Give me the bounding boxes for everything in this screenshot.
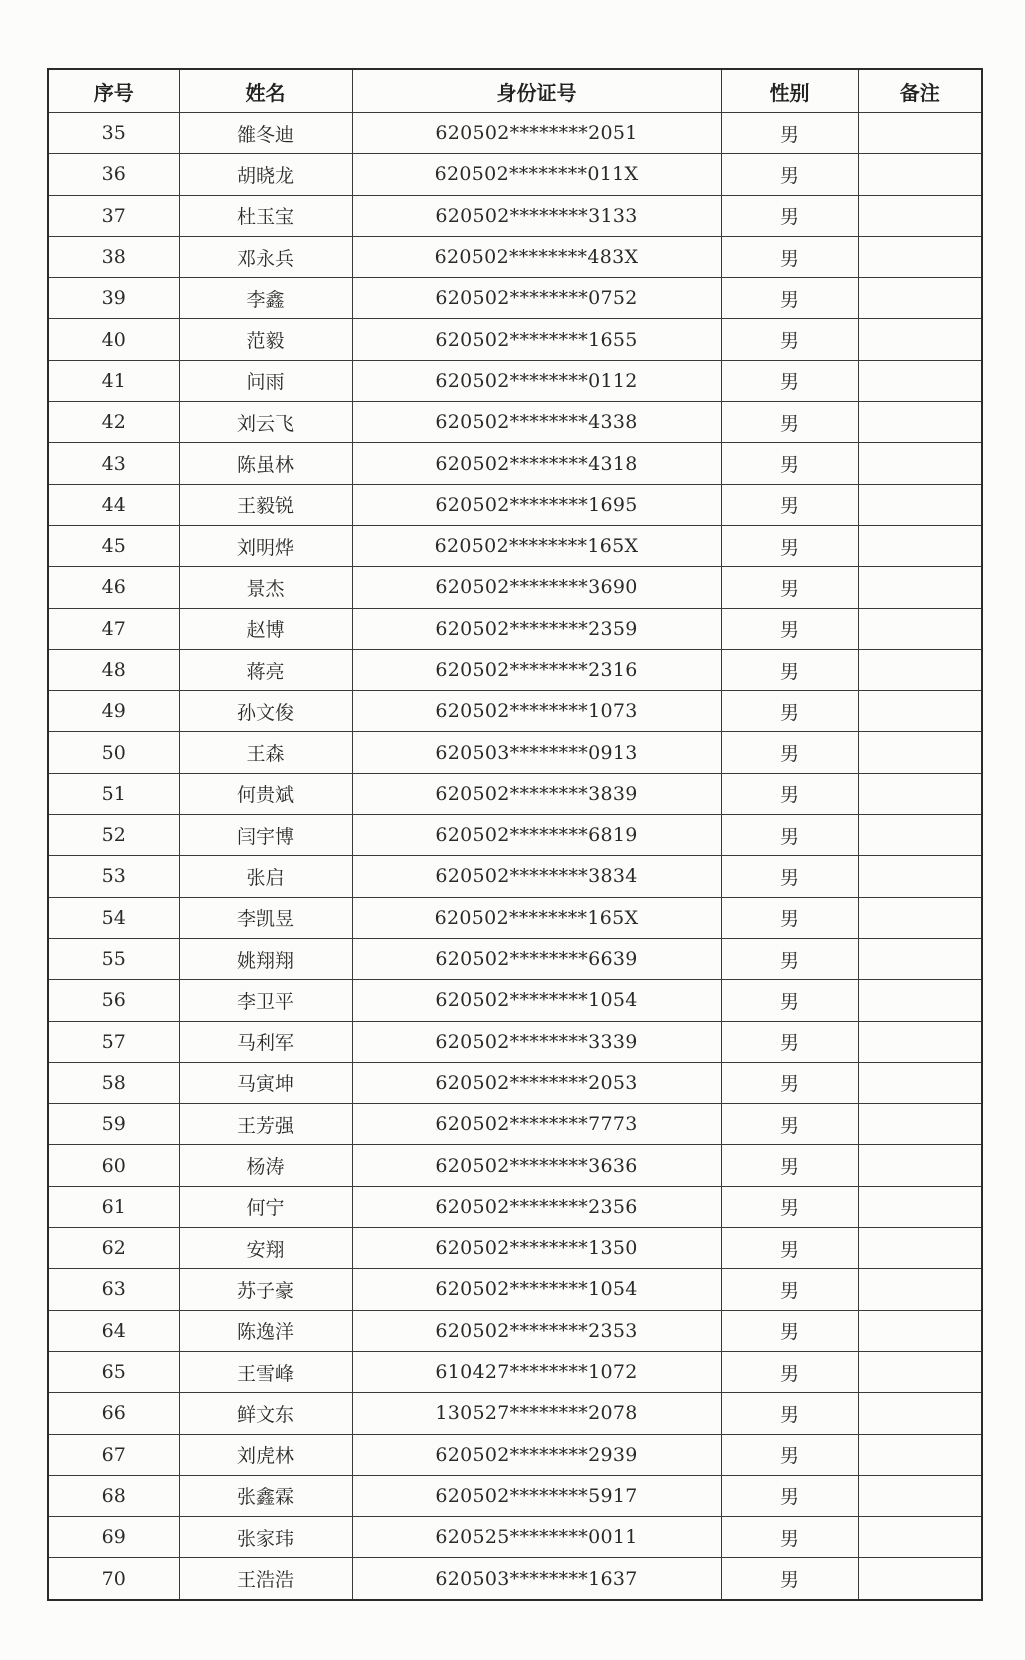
cell-remark [858,897,982,938]
cell-gender: 男 [721,608,858,649]
header-id-number: 身份证号 [352,69,721,113]
cell-seq: 49 [48,691,179,732]
table-row [48,1021,982,1062]
cell-remark [858,1434,982,1475]
cell-seq: 51 [48,773,179,814]
cell-id-number: 620502********0752 [352,278,721,319]
cell-id-number: 620502********3834 [352,856,721,897]
cell-seq: 50 [48,732,179,773]
table-row [48,525,982,566]
cell-name: 张家玮 [179,1517,352,1558]
cell-id-number: 620502********3690 [352,567,721,608]
cell-id-number: 620502********3339 [352,1021,721,1062]
cell-seq: 42 [48,402,179,443]
cell-name: 雒冬迪 [179,113,352,154]
table-row [48,649,982,690]
cell-seq: 60 [48,1145,179,1186]
cell-gender: 男 [721,1104,858,1145]
table-row [48,856,982,897]
table-row [48,319,982,360]
cell-seq: 44 [48,484,179,525]
cell-seq: 62 [48,1228,179,1269]
header-gender: 性别 [721,69,858,113]
cell-gender: 男 [721,1062,858,1103]
cell-id-number: 620502********2359 [352,608,721,649]
cell-seq: 48 [48,649,179,690]
cell-name: 安翔 [179,1228,352,1269]
cell-seq: 63 [48,1269,179,1310]
cell-seq: 36 [48,154,179,195]
cell-name: 李鑫 [179,278,352,319]
table-row [48,278,982,319]
cell-id-number: 620502********483X [352,236,721,277]
cell-gender: 男 [721,484,858,525]
table-row [48,1434,982,1475]
cell-seq: 39 [48,278,179,319]
cell-remark [858,1558,982,1600]
cell-id-number: 130527********2078 [352,1393,721,1434]
table-row [48,1558,982,1600]
cell-gender: 男 [721,980,858,1021]
table-row [48,980,982,1021]
cell-remark [858,1269,982,1310]
cell-remark [858,773,982,814]
cell-gender: 男 [721,525,858,566]
cell-gender: 男 [721,319,858,360]
cell-gender: 男 [721,938,858,979]
cell-id-number: 620502********1695 [352,484,721,525]
cell-id-number: 620502********1073 [352,691,721,732]
table-row [48,1393,982,1434]
cell-name: 景杰 [179,567,352,608]
table-row [48,154,982,195]
cell-id-number: 620503********0913 [352,732,721,773]
cell-remark [858,402,982,443]
cell-remark [858,649,982,690]
cell-seq: 66 [48,1393,179,1434]
cell-name: 王芳强 [179,1104,352,1145]
table-row [48,1145,982,1186]
table-row [48,1104,982,1145]
cell-id-number: 620502********4338 [352,402,721,443]
cell-gender: 男 [721,1475,858,1516]
cell-id-number: 620502********011X [352,154,721,195]
cell-seq: 68 [48,1475,179,1516]
table-row [48,1310,982,1351]
cell-remark [858,113,982,154]
table-row [48,195,982,236]
cell-name: 李卫平 [179,980,352,1021]
cell-id-number: 620502********1054 [352,980,721,1021]
cell-name: 何宁 [179,1186,352,1227]
cell-remark [858,815,982,856]
cell-name: 王森 [179,732,352,773]
cell-name: 鲜文东 [179,1393,352,1434]
cell-seq: 37 [48,195,179,236]
cell-gender: 男 [721,113,858,154]
cell-gender: 男 [721,691,858,732]
cell-gender: 男 [721,1228,858,1269]
cell-id-number: 620502********3133 [352,195,721,236]
cell-gender: 男 [721,1310,858,1351]
cell-seq: 55 [48,938,179,979]
cell-gender: 男 [721,278,858,319]
cell-seq: 45 [48,525,179,566]
cell-id-number: 620525********0011 [352,1517,721,1558]
cell-id-number: 620502********6819 [352,815,721,856]
cell-name: 刘虎林 [179,1434,352,1475]
cell-gender: 男 [721,897,858,938]
cell-remark [858,1186,982,1227]
cell-seq: 54 [48,897,179,938]
cell-id-number: 620502********3839 [352,773,721,814]
cell-seq: 46 [48,567,179,608]
cell-id-number: 620502********1054 [352,1269,721,1310]
cell-id-number: 620502********2353 [352,1310,721,1351]
table-row [48,773,982,814]
cell-id-number: 620502********4318 [352,443,721,484]
table-row [48,1062,982,1103]
cell-remark [858,980,982,1021]
table-row [48,1517,982,1558]
cell-name: 杜玉宝 [179,195,352,236]
cell-id-number: 620502********165X [352,525,721,566]
table-row [48,815,982,856]
cell-remark [858,1021,982,1062]
cell-name: 姚翔翔 [179,938,352,979]
cell-id-number: 610427********1072 [352,1351,721,1392]
cell-seq: 57 [48,1021,179,1062]
cell-gender: 男 [721,773,858,814]
cell-id-number: 620502********3636 [352,1145,721,1186]
roster-table [47,68,983,1601]
cell-remark [858,856,982,897]
table-row [48,1228,982,1269]
cell-name: 刘云飞 [179,402,352,443]
cell-remark [858,1104,982,1145]
cell-seq: 59 [48,1104,179,1145]
cell-gender: 男 [721,1434,858,1475]
cell-remark [858,195,982,236]
table-row [48,360,982,401]
cell-gender: 男 [721,815,858,856]
cell-name: 张鑫霖 [179,1475,352,1516]
cell-name: 闫宇博 [179,815,352,856]
cell-name: 赵博 [179,608,352,649]
table-row [48,608,982,649]
cell-seq: 65 [48,1351,179,1392]
table-row [48,402,982,443]
cell-name: 刘明烨 [179,525,352,566]
cell-seq: 47 [48,608,179,649]
cell-gender: 男 [721,443,858,484]
cell-remark [858,691,982,732]
cell-remark [858,732,982,773]
cell-gender: 男 [721,402,858,443]
cell-seq: 38 [48,236,179,277]
cell-remark [858,525,982,566]
cell-gender: 男 [721,360,858,401]
cell-name: 何贵斌 [179,773,352,814]
cell-name: 马寅坤 [179,1062,352,1103]
table-row [48,1475,982,1516]
table-row [48,938,982,979]
table-row [48,1269,982,1310]
cell-name: 王雪峰 [179,1351,352,1392]
cell-gender: 男 [721,1186,858,1227]
cell-seq: 52 [48,815,179,856]
cell-gender: 男 [721,1393,858,1434]
cell-id-number: 620502********0112 [352,360,721,401]
cell-gender: 男 [721,732,858,773]
cell-gender: 男 [721,856,858,897]
cell-seq: 40 [48,319,179,360]
cell-remark [858,938,982,979]
cell-seq: 69 [48,1517,179,1558]
table-row [48,897,982,938]
table-header-row [48,69,982,113]
cell-id-number: 620502********1350 [352,1228,721,1269]
cell-gender: 男 [721,1269,858,1310]
cell-seq: 70 [48,1558,179,1600]
cell-remark [858,1351,982,1392]
table-row [48,1351,982,1392]
cell-remark [858,484,982,525]
cell-gender: 男 [721,1517,858,1558]
table-row [48,113,982,154]
cell-id-number: 620502********2939 [352,1434,721,1475]
cell-name: 陈虽林 [179,443,352,484]
cell-name: 马利军 [179,1021,352,1062]
cell-gender: 男 [721,1558,858,1600]
cell-seq: 58 [48,1062,179,1103]
cell-gender: 男 [721,195,858,236]
cell-remark [858,1145,982,1186]
cell-gender: 男 [721,567,858,608]
cell-gender: 男 [721,649,858,690]
cell-id-number: 620503********1637 [352,1558,721,1600]
cell-name: 范毅 [179,319,352,360]
header-remark: 备注 [858,69,982,113]
cell-id-number: 620502********5917 [352,1475,721,1516]
cell-name: 苏子豪 [179,1269,352,1310]
cell-gender: 男 [721,1145,858,1186]
cell-name: 胡晓龙 [179,154,352,195]
cell-seq: 67 [48,1434,179,1475]
cell-remark [858,608,982,649]
cell-gender: 男 [721,1351,858,1392]
cell-remark [858,360,982,401]
cell-gender: 男 [721,236,858,277]
cell-id-number: 620502********2051 [352,113,721,154]
cell-seq: 61 [48,1186,179,1227]
cell-name: 李凯昱 [179,897,352,938]
table-row [48,484,982,525]
header-name: 姓名 [179,69,352,113]
cell-remark [858,278,982,319]
cell-id-number: 620502********2316 [352,649,721,690]
cell-name: 蒋亮 [179,649,352,690]
cell-id-number: 620502********165X [352,897,721,938]
table-row [48,236,982,277]
cell-remark [858,1517,982,1558]
cell-remark [858,319,982,360]
table-row [48,443,982,484]
cell-name: 王毅锐 [179,484,352,525]
cell-seq: 35 [48,113,179,154]
cell-name: 杨涛 [179,1145,352,1186]
cell-gender: 男 [721,1021,858,1062]
table-row [48,1186,982,1227]
cell-remark [858,1475,982,1516]
cell-gender: 男 [721,154,858,195]
table-row [48,691,982,732]
cell-remark [858,567,982,608]
cell-remark [858,154,982,195]
cell-id-number: 620502********7773 [352,1104,721,1145]
cell-name: 陈逸洋 [179,1310,352,1351]
cell-remark [858,1310,982,1351]
cell-seq: 43 [48,443,179,484]
cell-name: 问雨 [179,360,352,401]
cell-remark [858,1062,982,1103]
cell-name: 邓永兵 [179,236,352,277]
cell-seq: 56 [48,980,179,1021]
cell-name: 张启 [179,856,352,897]
cell-id-number: 620502********6639 [352,938,721,979]
cell-seq: 64 [48,1310,179,1351]
cell-seq: 41 [48,360,179,401]
cell-remark [858,1228,982,1269]
cell-name: 孙文俊 [179,691,352,732]
cell-seq: 53 [48,856,179,897]
cell-remark [858,443,982,484]
table-row [48,567,982,608]
cell-id-number: 620502********1655 [352,319,721,360]
cell-name: 王浩浩 [179,1558,352,1600]
cell-id-number: 620502********2053 [352,1062,721,1103]
cell-remark [858,236,982,277]
table-row [48,732,982,773]
cell-remark [858,1393,982,1434]
header-seq: 序号 [48,69,179,113]
cell-id-number: 620502********2356 [352,1186,721,1227]
table-body [48,113,982,1600]
